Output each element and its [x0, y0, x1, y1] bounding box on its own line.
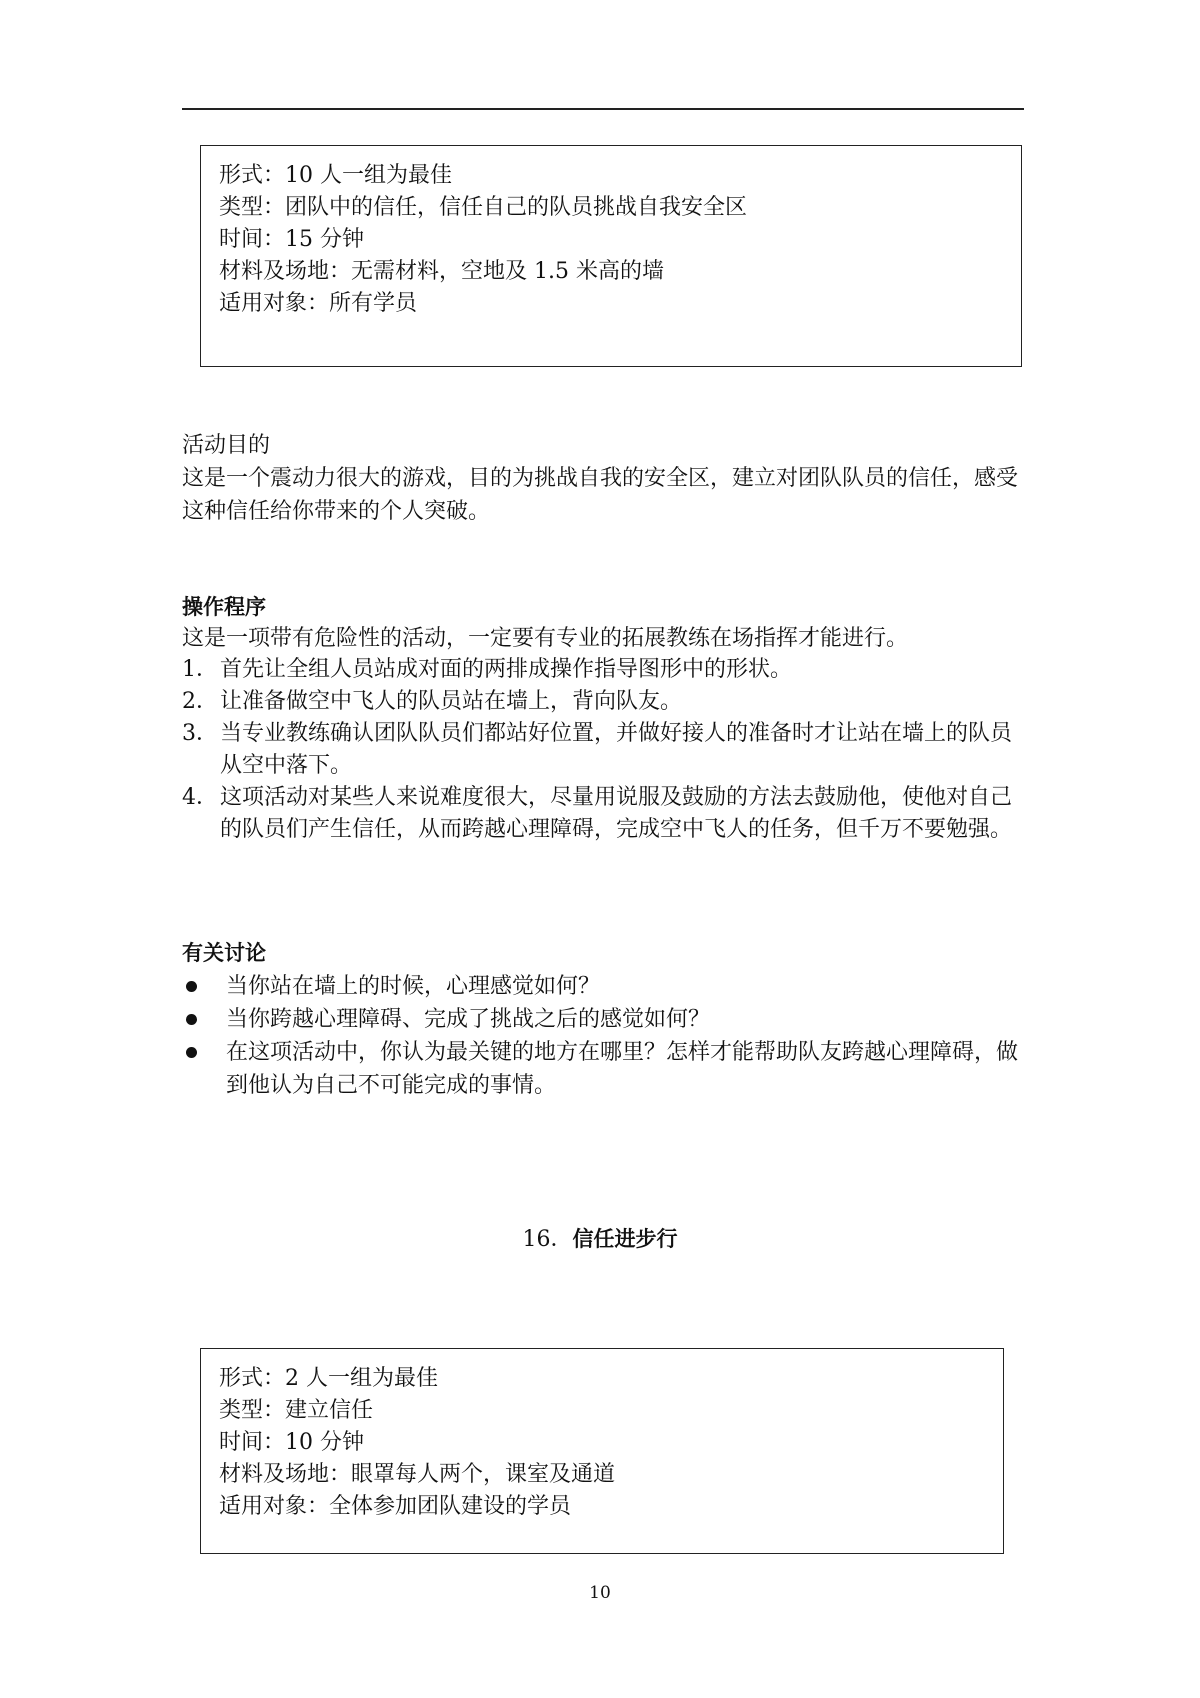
procedure-step [182, 782, 1024, 846]
purpose-heading: 活动目的 [182, 433, 271, 458]
step-text: 让准备做空中飞人的队员站在墙上，背向队友。 [220, 689, 683, 714]
bullet-icon [182, 1036, 226, 1102]
page-number: 10 [589, 1583, 611, 1603]
info-type: 类型：建立信任 [219, 1398, 374, 1423]
info-audience: 适用对象：所有学员 [219, 291, 418, 316]
procedure-heading: 操作程序 [182, 595, 266, 619]
procedure-step [182, 686, 1024, 718]
step-number: 1． [182, 657, 218, 682]
discussion-text: 当你跨越心理障碍、完成了挑战之后的感觉如何？ [226, 1007, 711, 1032]
info-time: 时间：10 分钟 [219, 1430, 364, 1455]
bullet-icon [182, 1003, 226, 1036]
step-number: 3． [182, 721, 218, 746]
procedure-steps [182, 654, 1024, 846]
discussion-text: 当你站在墙上的时候，心理感觉如何？ [226, 974, 601, 999]
procedure-step [182, 654, 1024, 686]
step-number: 4． [182, 785, 218, 810]
activity-info-box [200, 1348, 1004, 1554]
discussion-item [182, 1036, 1024, 1102]
step-number: 2． [182, 689, 218, 714]
discussion-item [182, 970, 1024, 1003]
info-materials: 材料及场地：无需材料，空地及 1.5 米高的墙 [219, 259, 664, 284]
info-format: 形式：2 人一组为最佳 [219, 1366, 438, 1391]
discussion-heading: 有关讨论 [182, 941, 266, 965]
section-title-text: 信任进步行 [572, 1227, 678, 1251]
purpose-body: 这是一个震动力很大的游戏，目的为挑战自我的安全区，建立对团队队员的信任，感受这种信任给你带来的个人突破。 [182, 466, 1019, 524]
step-text: 这项活动对某些人来说难度很大，尽量用说服及鼓励的方法去鼓励他，使他对自己的队员们产生信任，从而跨越心理障碍，完成空中飞人的任务，但千万不要勉强。 [220, 785, 1013, 842]
step-text: 首先让全组人员站成对面的两排成操作指导图形中的形状。 [220, 657, 793, 682]
info-time: 时间：15 分钟 [219, 227, 364, 252]
procedure-step [182, 718, 1024, 782]
info-format: 形式：10 人一组为最佳 [219, 163, 452, 188]
discussion-text: 在这项活动中，你认为最关键的地方在哪里？怎样才能帮助队友跨越心理障碍，做到他认为自己不可能完成的事情。 [226, 1040, 1019, 1098]
procedure-intro: 这是一项带有危险性的活动，一定要有专业的拓展教练在场指挥才能进行。 [182, 626, 909, 651]
discussion-list [182, 970, 1024, 1102]
section-title [0, 1222, 1200, 1253]
activity-info-box [200, 145, 1022, 367]
info-audience: 适用对象：全体参加团队建设的学员 [219, 1494, 572, 1519]
info-materials: 材料及场地：眼罩每人两个，课室及通道 [219, 1462, 616, 1487]
discussion-item [182, 1003, 1024, 1036]
bullet-icon [182, 970, 226, 1003]
step-text: 当专业教练确认团队队员们都站好位置，并做好接人的准备时才让站在墙上的队员从空中落下。 [220, 721, 1013, 778]
section-number: 16． [522, 1227, 573, 1252]
info-type: 类型：团队中的信任，信任自己的队员挑战自我安全区 [219, 195, 748, 220]
header-rule [182, 108, 1024, 110]
